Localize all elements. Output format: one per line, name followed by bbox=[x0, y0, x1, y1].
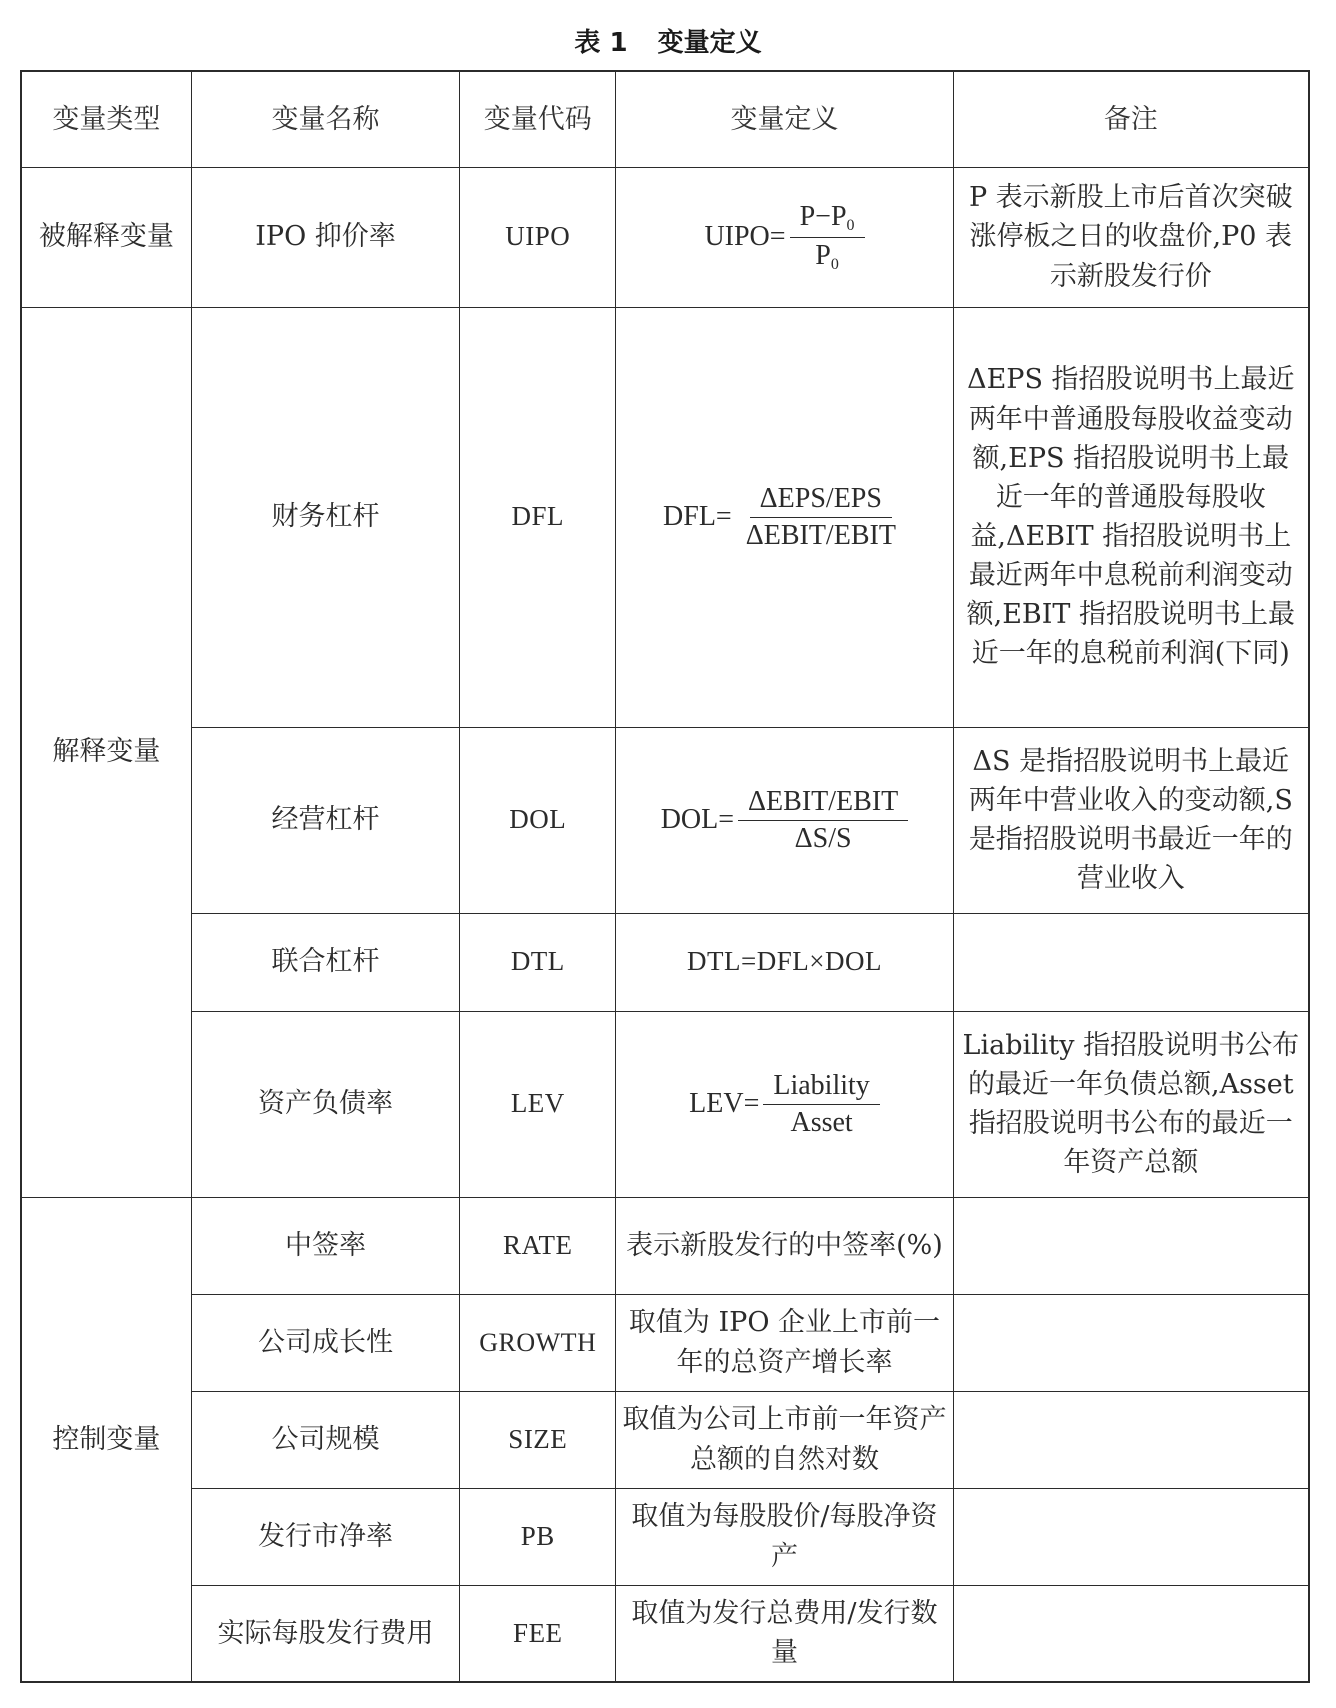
variable-code-cell: GROWTH bbox=[460, 1294, 616, 1391]
note-cell: ΔS 是指招股说明书上最近两年中营业收入的变动额,S 是指招股说明书最近一年的营业收入 bbox=[953, 727, 1309, 913]
variable-definition-cell bbox=[616, 727, 953, 913]
variable-name-cell: 实际每股发行费用 bbox=[191, 1585, 460, 1682]
variable-code-cell: DTL bbox=[460, 913, 616, 1011]
variable-code-cell: UIPO bbox=[460, 167, 616, 307]
fraction bbox=[736, 482, 906, 552]
variable-name-cell: 公司成长性 bbox=[191, 1294, 460, 1391]
fraction bbox=[790, 200, 865, 273]
denominator: $P_0$ bbox=[815, 239, 839, 273]
variable-definition-cell: 取值为每股股价/每股净资产 bbox=[616, 1488, 953, 1585]
fraction bbox=[763, 1069, 879, 1139]
variable-code-cell: LEV bbox=[460, 1011, 616, 1197]
variable-name-cell: 公司规模 bbox=[191, 1391, 460, 1488]
formula-lhs: LEV= bbox=[689, 1087, 760, 1119]
variable-definition-cell bbox=[616, 167, 953, 307]
table-row bbox=[21, 1488, 1309, 1585]
table-row bbox=[21, 1011, 1309, 1197]
numerator: Liability bbox=[763, 1069, 879, 1105]
variable-code-cell: SIZE bbox=[460, 1391, 616, 1488]
numerator: $P-P_0$ bbox=[790, 200, 865, 237]
table-number: 表 1 bbox=[574, 28, 628, 58]
note-cell: ΔEPS 指招股说明书上最近两年中普通股每股收益变动额,EPS 指招股说明书上最近一年的普通股每股收益,ΔEBIT 指招股说明书上最近两年中息税前利润变动额,EBIT 指招股说明书上最近一年的息税前利润(下同) bbox=[953, 307, 1309, 727]
denominator: Asset bbox=[790, 1106, 853, 1138]
note-cell: P 表示新股上市后首次突破涨停板之日的收盘价,P0 表示新股发行价 bbox=[953, 167, 1309, 307]
variable-definition-cell bbox=[616, 307, 953, 727]
variable-name-cell: 经营杠杆 bbox=[191, 727, 460, 913]
header-cell: 变量名称 bbox=[191, 71, 460, 167]
formula-lhs: UIPO= bbox=[704, 220, 786, 252]
formula-lhs: DFL= bbox=[663, 500, 732, 532]
numerator: ΔEPS/EPS bbox=[750, 482, 892, 518]
variable-code-cell: PB bbox=[460, 1488, 616, 1585]
note-cell bbox=[953, 1391, 1309, 1488]
note-cell bbox=[953, 1197, 1309, 1294]
denominator: ΔEBIT/EBIT bbox=[745, 519, 896, 551]
group-cell-explained: 被解释变量 bbox=[21, 167, 191, 307]
note-cell bbox=[953, 913, 1309, 1011]
variable-code-cell: DOL bbox=[460, 727, 616, 913]
variable-definition-table bbox=[20, 70, 1310, 1683]
group-cell-explanatory: 解释变量 bbox=[21, 307, 191, 1197]
header-row bbox=[21, 71, 1309, 167]
variable-name-cell: 联合杠杆 bbox=[191, 913, 460, 1011]
variable-definition-cell: 表示新股发行的中签率(%) bbox=[616, 1197, 953, 1294]
numerator: ΔEBIT/EBIT bbox=[738, 785, 908, 821]
table-row bbox=[21, 727, 1309, 913]
table-row bbox=[21, 307, 1309, 727]
table-row bbox=[21, 1294, 1309, 1391]
formula bbox=[689, 1069, 880, 1139]
table-row bbox=[21, 1585, 1309, 1682]
group-cell-control: 控制变量 bbox=[21, 1197, 191, 1682]
variable-definition-cell: DTL=DFL×DOL bbox=[616, 913, 953, 1011]
variable-name-cell: IPO 抑价率 bbox=[191, 167, 460, 307]
table-row bbox=[21, 913, 1309, 1011]
formula bbox=[663, 482, 906, 552]
variable-definition-cell bbox=[616, 1011, 953, 1197]
table-caption: 变量定义 bbox=[657, 28, 762, 58]
variable-definition-cell: 取值为发行总费用/发行数量 bbox=[616, 1585, 953, 1682]
variable-definition-cell: 取值为 IPO 企业上市前一年的总资产增长率 bbox=[616, 1294, 953, 1391]
table-row bbox=[21, 1197, 1309, 1294]
variable-code-cell: FEE bbox=[460, 1585, 616, 1682]
variable-name-cell: 财务杠杆 bbox=[191, 307, 460, 727]
variable-name-cell: 资产负债率 bbox=[191, 1011, 460, 1197]
fraction bbox=[738, 785, 908, 855]
table-row bbox=[21, 167, 1309, 307]
note-cell: Liability 指招股说明书公布的最近一年负债总额,Asset 指招股说明书公布的最近一年资产总额 bbox=[953, 1011, 1309, 1197]
header-cell: 备注 bbox=[953, 71, 1309, 167]
table-title bbox=[0, 22, 1336, 59]
formula bbox=[661, 785, 909, 855]
variable-name-cell: 发行市净率 bbox=[191, 1488, 460, 1585]
table-row bbox=[21, 1391, 1309, 1488]
variable-code-cell: DFL bbox=[460, 307, 616, 727]
denominator: ΔS/S bbox=[794, 822, 852, 854]
variable-definition-cell: 取值为公司上市前一年资产总额的自然对数 bbox=[616, 1391, 953, 1488]
formula-lhs: DOL= bbox=[660, 803, 735, 835]
formula bbox=[704, 200, 864, 273]
variable-code-cell: RATE bbox=[460, 1197, 616, 1294]
header-cell: 变量定义 bbox=[616, 71, 953, 167]
note-cell bbox=[953, 1585, 1309, 1682]
header-cell: 变量类型 bbox=[21, 71, 191, 167]
header-cell: 变量代码 bbox=[460, 71, 616, 167]
note-cell bbox=[953, 1294, 1309, 1391]
note-cell bbox=[953, 1488, 1309, 1585]
variable-name-cell: 中签率 bbox=[191, 1197, 460, 1294]
